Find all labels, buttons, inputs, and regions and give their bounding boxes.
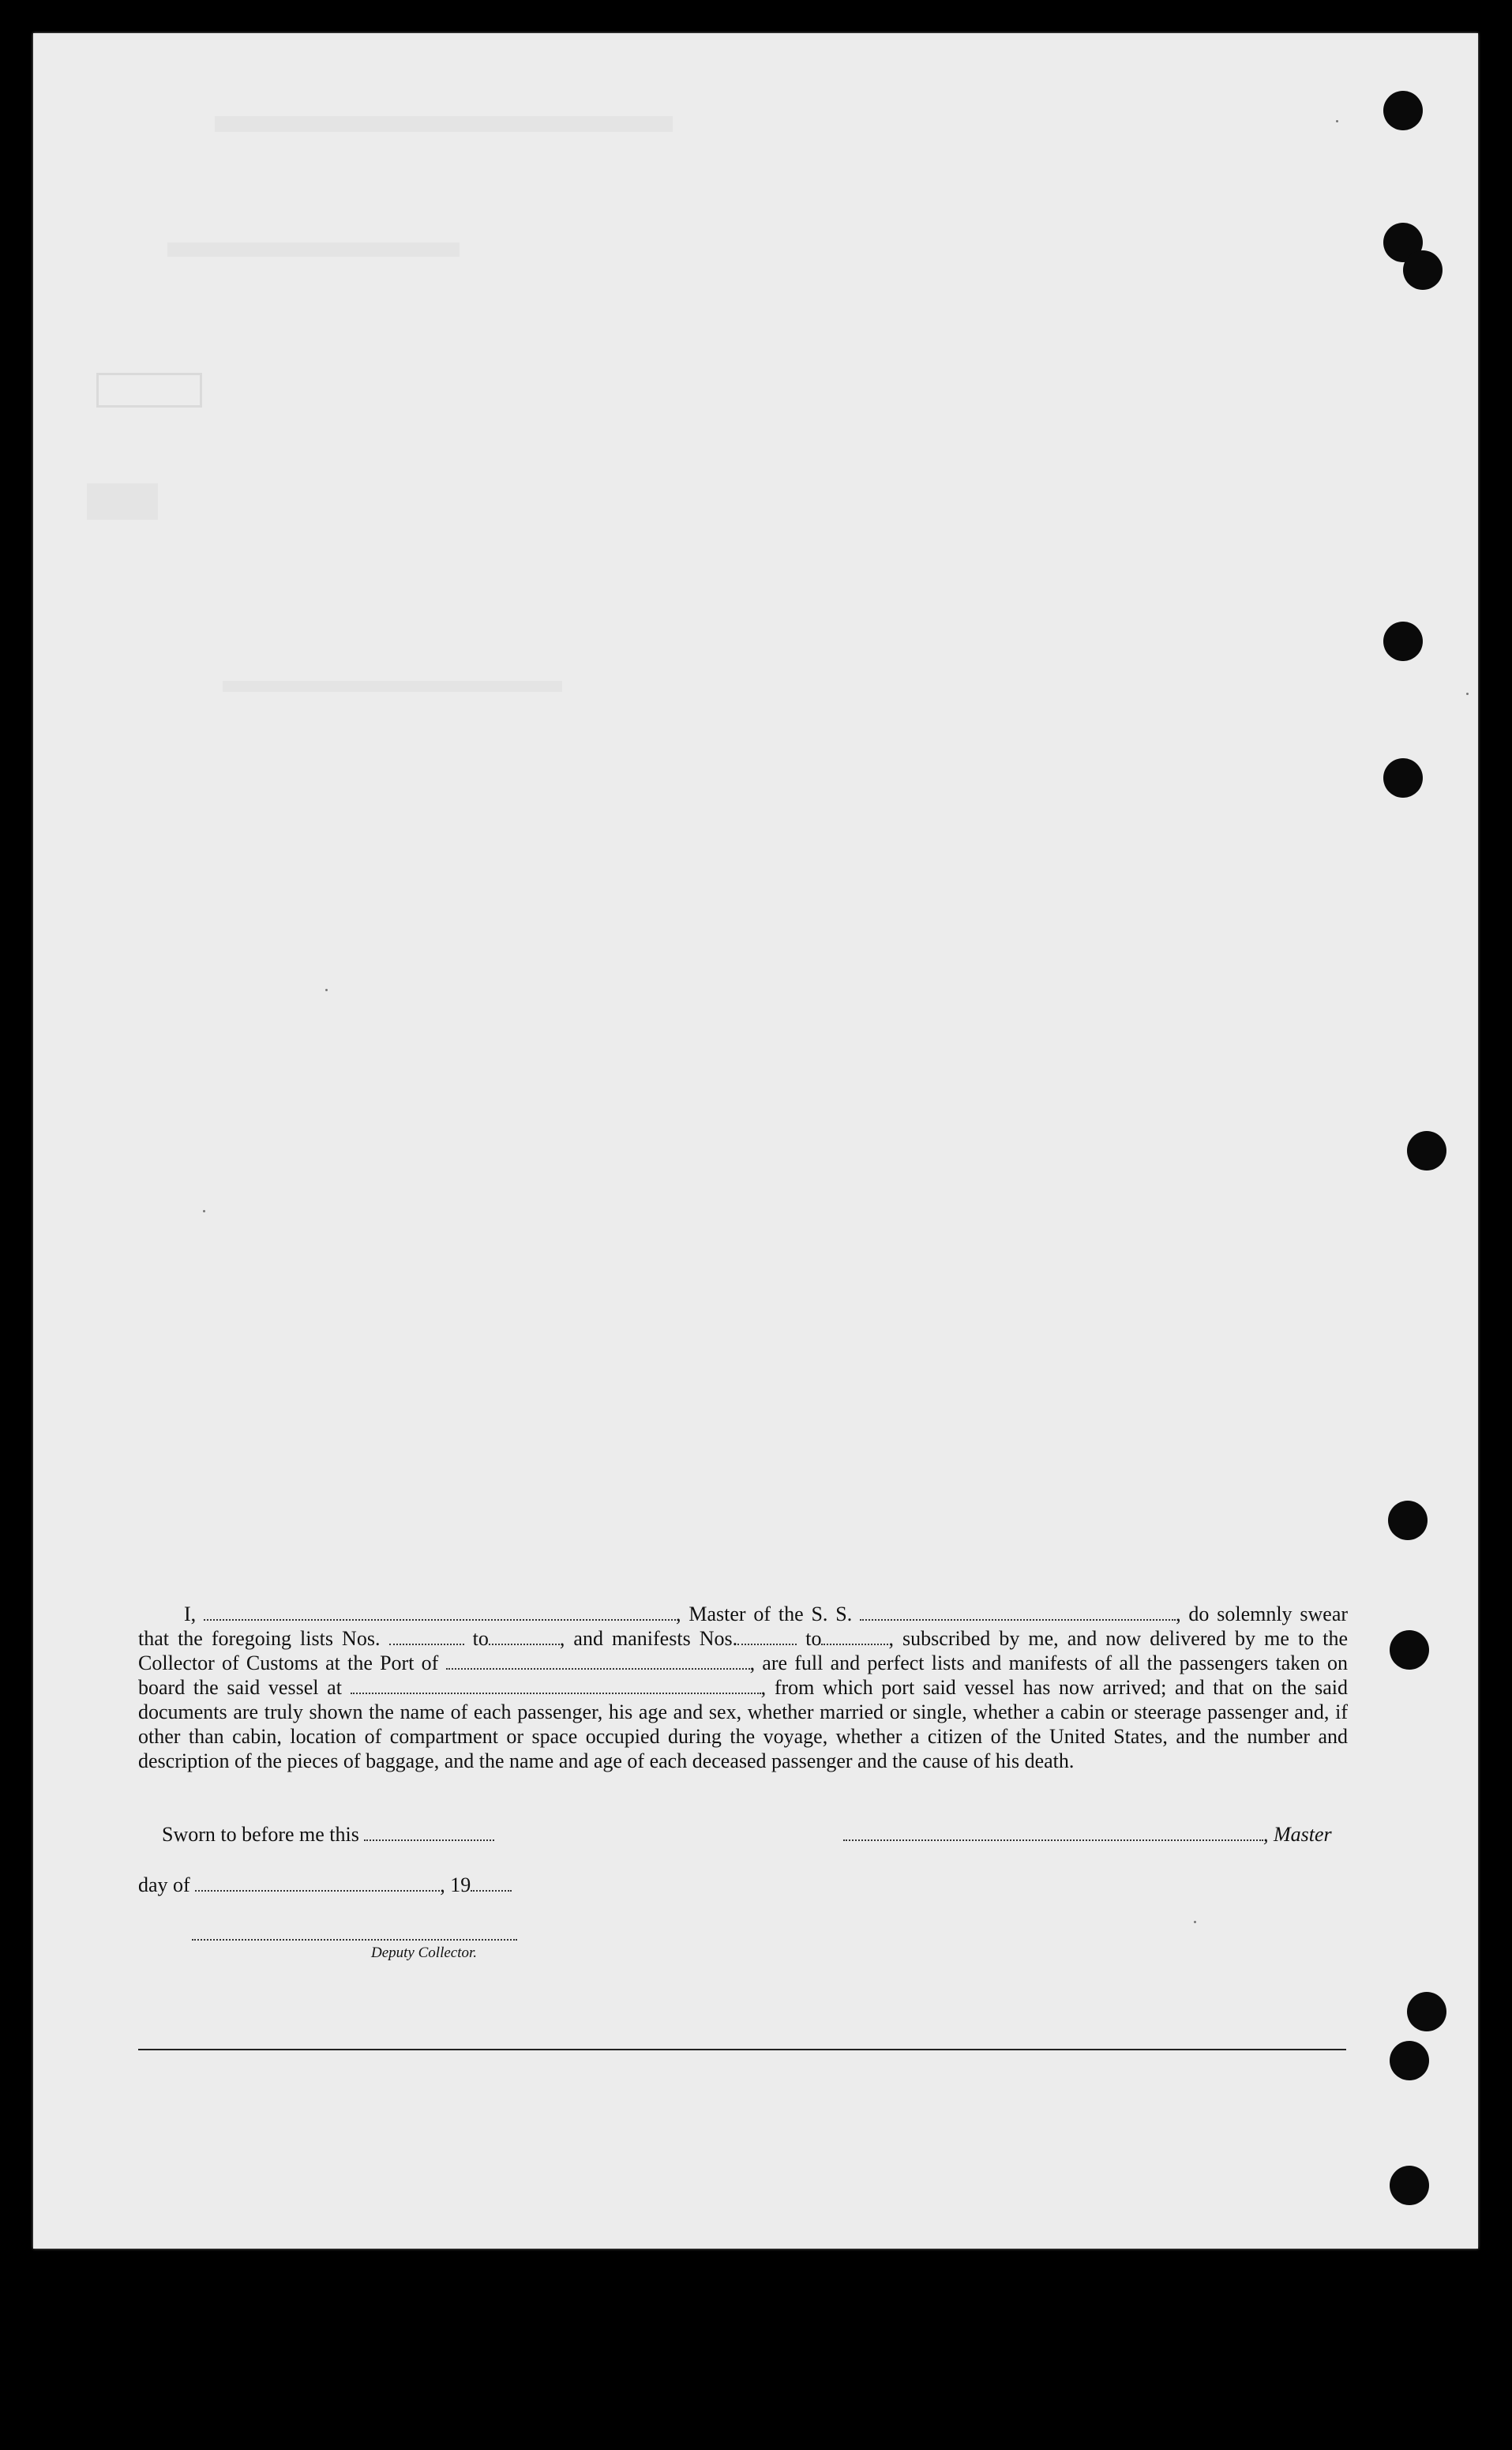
paper-sheet (33, 33, 1478, 2249)
lists-from-blank (389, 1629, 464, 1645)
oath-to-1: to (472, 1627, 489, 1650)
punch-hole (1390, 2041, 1429, 2080)
sworn-date-blank (364, 1825, 494, 1841)
oath-from-which: , from which (760, 1676, 873, 1699)
oath-body: port said vessel has now arrived; and that on the said documents are truly shown the name of each passenger, his age and sex, whether married or single, whether a cabin or steerage passenger and, if other than cabin, location of compartment or space occupied during the voyage, whether a citizen of the United States, and the number and description of the pieces of baggage, and the name and age of each deceased passenger and the cause of his death. (138, 1676, 1348, 1772)
vessel-name-blank (860, 1605, 1176, 1621)
punch-hole (1403, 250, 1443, 290)
oath-line3: delivered by me to the Collector of Customs at the Port of (138, 1627, 1349, 1674)
lists-to-blank (489, 1629, 560, 1645)
punch-hole (1407, 1131, 1446, 1171)
sworn-text: Sworn to before me this (162, 1823, 359, 1846)
oath-line2: swear that the foregoing lists Nos. (138, 1603, 1349, 1650)
speck (1336, 120, 1338, 122)
master-signature-row (843, 1823, 1332, 1847)
oath-master-of: , Master of the S. S. (676, 1603, 853, 1625)
oath-are-full: , are full and perfect lists and (749, 1651, 1002, 1674)
speck (203, 1210, 205, 1212)
month-blank (195, 1876, 440, 1892)
master-name-blank (204, 1605, 676, 1621)
speck (325, 989, 328, 991)
punch-hole (1388, 1501, 1428, 1540)
day-of-text: day of (138, 1873, 190, 1896)
manifests-from-blank (737, 1629, 797, 1645)
speck (1194, 1921, 1196, 1923)
master-label: , Master (1263, 1823, 1332, 1846)
punch-hole (1390, 2166, 1429, 2205)
master-signature-blank (843, 1825, 1263, 1841)
port-blank (446, 1654, 750, 1670)
speck (1466, 693, 1469, 695)
oath-and-manifests: , and manifests Nos. (559, 1627, 738, 1650)
punch-hole (1383, 758, 1423, 798)
oath-i: I, (184, 1603, 197, 1625)
bottom-rule (138, 2049, 1346, 2050)
manifests-to-blank (821, 1629, 888, 1645)
bleed-through-mark (87, 483, 158, 520)
bleed-through-mark (223, 681, 562, 692)
oath-line4: manifests of all the passengers taken on board the said vessel at (138, 1651, 1349, 1699)
bleed-through-mark (96, 373, 202, 408)
sworn-row (162, 1823, 494, 1847)
bleed-through-mark (167, 242, 460, 257)
deputy-signature-line (192, 1939, 517, 1941)
oath-do-solemnly: , do solemnly (1176, 1603, 1293, 1625)
bleed-through-mark (215, 116, 673, 132)
oath-subscribed: , subscribed by me, and now (888, 1627, 1142, 1650)
year-prefix: , 19 (440, 1873, 471, 1896)
oath-paragraph (138, 1602, 1348, 1773)
departure-port-blank (351, 1678, 761, 1694)
punch-hole (1383, 91, 1423, 130)
day-of-row (138, 1873, 512, 1897)
punch-hole (1390, 1630, 1429, 1670)
deputy-collector-label: Deputy Collector. (371, 1945, 478, 1961)
year-blank (471, 1876, 512, 1892)
punch-hole (1407, 1992, 1446, 2031)
punch-hole (1383, 622, 1423, 661)
oath-to-2: to (805, 1627, 822, 1650)
